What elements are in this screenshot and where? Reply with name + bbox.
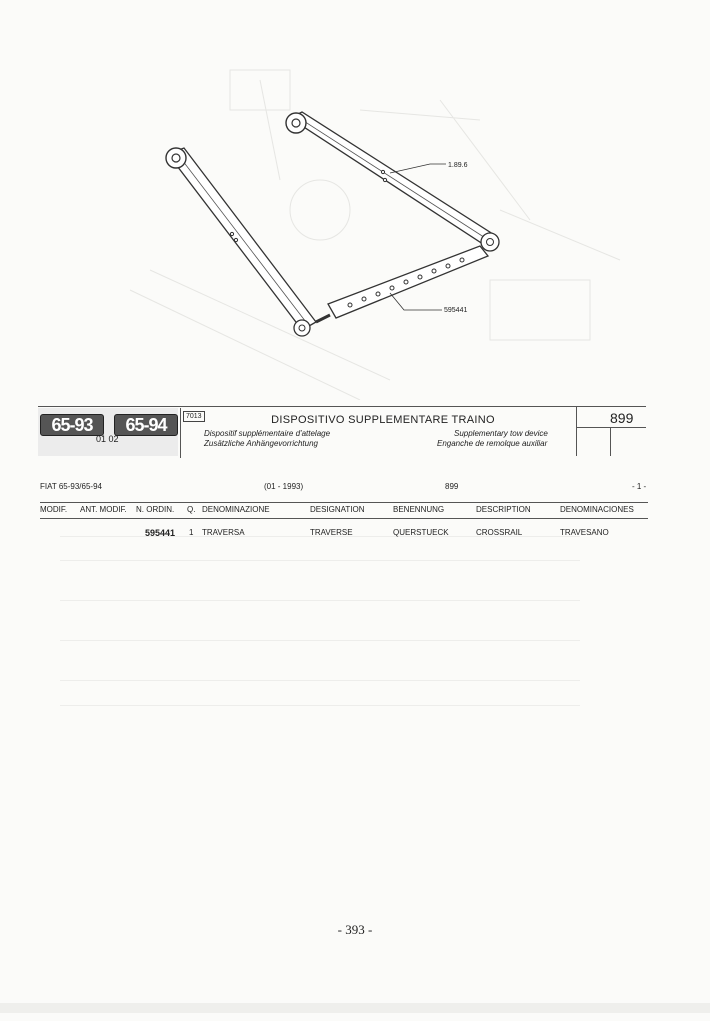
model-badge: 65-94 bbox=[114, 414, 178, 436]
table-header bbox=[40, 505, 648, 519]
model-reference: FIAT 65-93/65-94 bbox=[40, 482, 102, 491]
model-badge-area bbox=[38, 408, 178, 456]
page-footer-number: - 393 - bbox=[337, 922, 373, 937]
header-rule bbox=[38, 406, 646, 407]
scan-edge bbox=[0, 1003, 710, 1013]
col-description: DESCRIPTION bbox=[476, 505, 531, 514]
label-595441: 595441 bbox=[444, 307, 468, 314]
title-french: Dispositif supplémentaire d'attelage bbox=[204, 429, 331, 438]
title-german: Zusätzliche Anhängevorrichtung bbox=[204, 439, 318, 448]
bleed-through-line bbox=[60, 560, 580, 561]
name-french: TRAVERSE bbox=[310, 528, 353, 537]
table-rule bbox=[40, 518, 648, 519]
col-n-ordin: N. ORDIN. bbox=[136, 505, 175, 514]
col-denominazione: DENOMINAZIONE bbox=[202, 505, 270, 514]
title-english: Supplementary tow device bbox=[454, 429, 548, 438]
name-italian: TRAVERSA bbox=[202, 528, 245, 537]
divider bbox=[610, 427, 611, 456]
group-code: 7013 bbox=[183, 411, 205, 422]
bleed-through-line bbox=[60, 680, 580, 681]
label-1-89-6: 1.89.6 bbox=[448, 162, 468, 169]
period: (01 - 1993) bbox=[264, 482, 304, 491]
date-code: 01 02 bbox=[96, 434, 119, 444]
table-page: 899 bbox=[445, 482, 459, 491]
background-bleed-drawing bbox=[130, 70, 620, 400]
divider bbox=[576, 406, 577, 456]
page-box-rule bbox=[576, 427, 646, 428]
section-title: DISPOSITIVO SUPPLEMENTARE TRAINO bbox=[271, 414, 495, 426]
col-ant-modif: ANT. MODIF. bbox=[80, 505, 127, 514]
col-designation: DESIGNATION bbox=[310, 505, 365, 514]
page-number-box: 899 bbox=[610, 410, 634, 426]
name-spanish: TRAVESANO bbox=[560, 528, 609, 537]
bleed-through-line bbox=[60, 705, 580, 706]
col-modif: MODIF. bbox=[40, 505, 68, 514]
section-header bbox=[38, 406, 648, 458]
bleed-through-line bbox=[60, 640, 580, 641]
col-benennung: BENENNUNG bbox=[393, 505, 445, 514]
table-rule bbox=[40, 502, 648, 503]
quantity: 1 bbox=[189, 528, 194, 537]
right-lift-arm bbox=[286, 112, 499, 251]
bleed-through-line bbox=[60, 600, 580, 601]
title-spanish: Enganche de remolque auxiliar bbox=[437, 439, 548, 448]
divider bbox=[180, 408, 181, 458]
sheet-number: - 1 - bbox=[632, 482, 647, 491]
left-lift-arm bbox=[166, 148, 316, 336]
part-number: 595441 bbox=[145, 528, 176, 538]
col-denominaciones: DENOMINACIONES bbox=[560, 505, 634, 514]
name-english: CROSSRAIL bbox=[476, 528, 523, 537]
model-badge: 65-93 bbox=[40, 414, 104, 436]
name-german: QUERSTUECK bbox=[393, 528, 449, 537]
exploded-view-drawing bbox=[60, 60, 650, 400]
col-qty: Q. bbox=[187, 505, 196, 514]
